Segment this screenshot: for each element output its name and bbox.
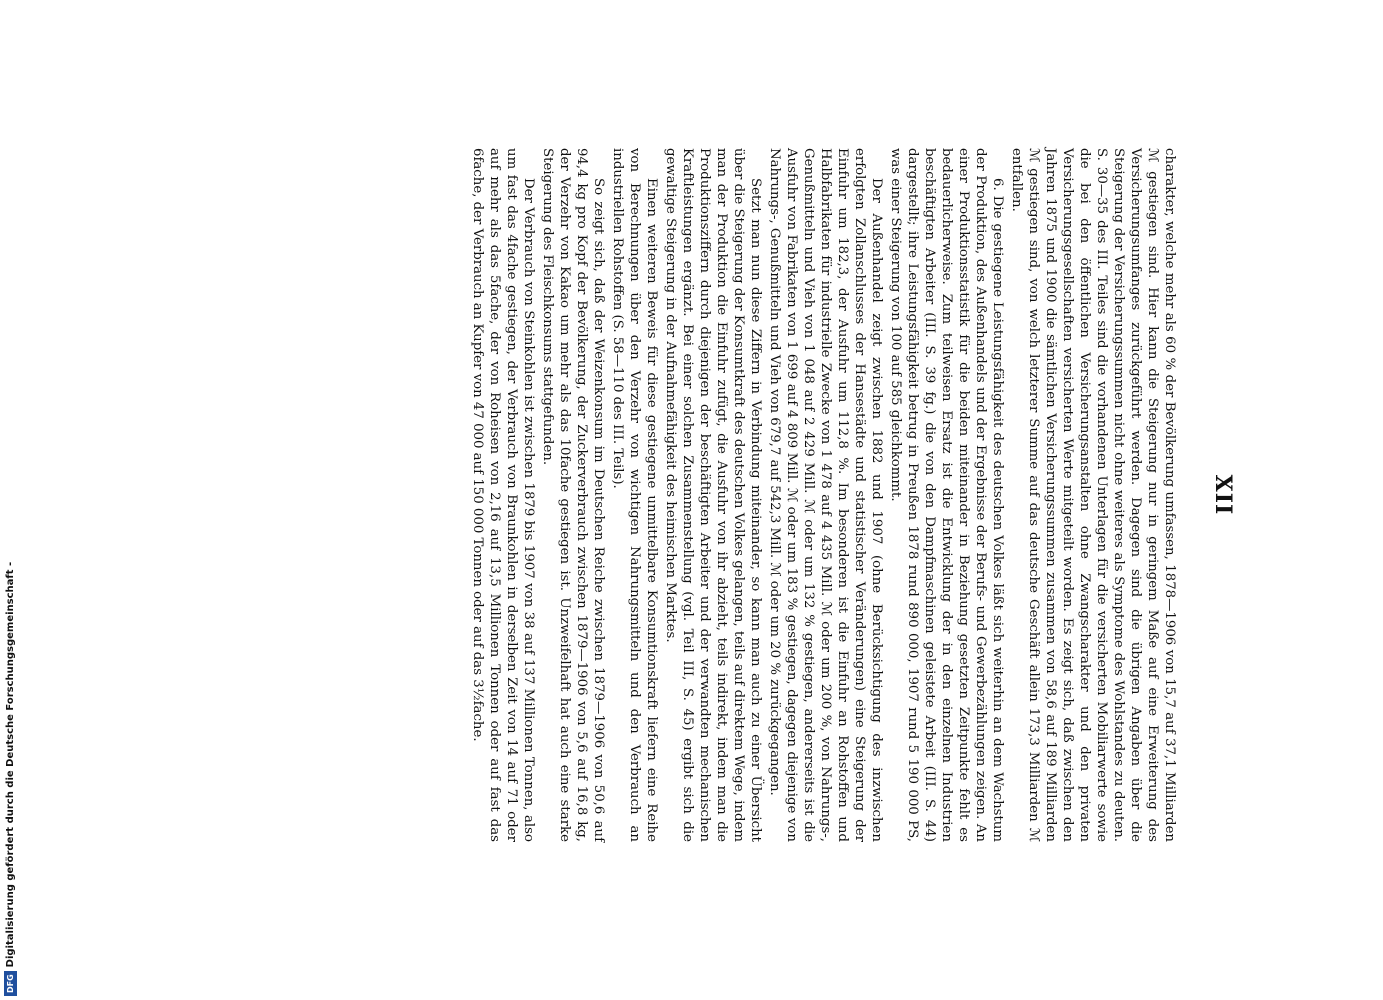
paragraph: 6. Die gestiegene Leistungsfähigkeit des deutschen Volkes läßt sich weiterhin an dem Wachstum der Produktion, des Außenhandels und der Ergebnisse der Berufs- und Gewerbezählungen zeigen. An einer Produktionsstatistik für die beiden miteinander in Beziehung gesetzten Zeitpunkte fehlt es bedauerlicherweise. Zum teilweisen Ersatz ist die Entwicklung der in den einzelnen Industrien beschäftigten Arbeiter (III. S. 39 fg.) die von den Dampfmaschinen geleistete Arbeit (III. S. 44) dargestellt; ihre Leistungsfähigkeit betrug in Preußen 1878 rund 890 000, 1907 rund 5 190 000 PS, was einer Steigerung von 100 auf 585 gleichkommt. xyxy=(888,148,1005,842)
paragraph: So zeigt sich, daß der Weizenkonsum im Deutschen Reiche zwischen 1879—1906 von 50,6 auf 94,4 kg pro Kopf der Bevölkerung, der Zuckerverbrauch zwischen 1879—1906 von 5,6 auf 16,8 kg, der Verzehr von Kakao um mehr als das 10fache gestiegen ist. Unzweifelhaft hat auch eine starke Steigerung des Fleischkonsums stattgefunden. xyxy=(540,148,606,842)
page-number: XII xyxy=(1210,474,1236,516)
page-content xyxy=(200,120,1240,870)
paragraph: Der Außenhandel zeigt zwischen 1882 und 1907 (ohne Berücksichtigung des inzwischen erfolgten Zollanschlusses der Hansestädte und statistischer Veränderungen) eine Steigerung der Einfuhr um 182,3, der Ausfuhr um 112,8 %. Im besonderen ist die Einfuhr an Rohstoffen und Halbfabrikaten für industrielle Zwecke von 1 478 auf 4 435 Mill. ℳ oder um 200 %, von Nahrungs-, Genußmitteln und Vieh von 1 048 auf 2 429 Mill. ℳ oder um 132 % gestiegen, andererseits ist die Ausfuhr von Fabrikaten von 1 699 auf 4 809 Mill. ℳ oder um 183 % gestiegen, dagegen diejenige von Nahrungs-, Genußmitteln und Vieh von 679,7 auf 542,3 Mill. ℳ oder um 20 % zurückgegangen. xyxy=(767,148,884,842)
credit-text: Digitalisierung gefördert durch die Deutsche Forschungsgemeinschaft - xyxy=(4,561,16,968)
rotated-page xyxy=(200,120,1240,870)
paragraph: charakter, welche mehr als 60 % der Bevölkerung umfassen, 1878—1906 von 15,7 auf 37,1 Milliarden ℳ gestiegen sind. Hier kann die Steigerung nur in geringem Maße auf eine Erweiterung des Versicherungsumfanges zurückgeführt werden. Dagegen sind die übrigen Angaben über die Steigerung der Versicherungssummen nicht ohne weiteres als Symptome des Wohlstandes zu deuten. S. 30—35 des III. Teiles sind die vorhandenen Unterlagen für die versicherten Mobiliarwerte sowie die bei den öffentlichen Versicherungsanstalten ohne Zwangscharakter und den privaten Versicherungsgesellschaften versicherten Werte mitgeteilt worden. Es zeigt sich, daß zwischen den Jahren 1875 und 1900 die sämtlichen Versicherungssummen zusammen von 58,6 auf 189 Milliarden ℳ gestiegen sind, von welch letzterer Summe auf das deutsche Geschäft allein 173,3 Milliarden ℳ entfallen. xyxy=(1009,148,1177,842)
digitization-credit xyxy=(2,561,18,996)
dfg-logo: DFG xyxy=(4,971,17,996)
paragraph: Der Verbrauch von Steinkohlen ist zwischen 1879 bis 1907 von 38 auf 137 Millionen Tonnen, also um fast das 4fache gestiegen, der Verbrauch von Braunkohlen in derselben Zeit von 14 auf 71 oder auf mehr als das 5fache, der von Roheisen von 2,16 auf 13,5 Millionen Tonnen oder auf fast das 6fache, der Verbrauch an Kupfer von 47 000 auf 150 000 Tonnen oder auf das 3½fache. xyxy=(470,148,536,842)
paragraph: Setzt man nun diese Ziffern in Verbindung miteinander, so kann man auch zu einer Übersicht über die Steigerung der Konsumtkraft des deutschen Volkes gelangen, teils auf direktem Wege, indem man der Produktion die Einfuhr zufügt, die Ausfuhr von ihr abzieht, teils indirekt, indem man die Produktionsziffern durch diejenigen der beschäftigten Arbeiter und der verwandten mechanischen Kraftleistungen ergänzt. Bei einer solchen Zusammenstellung (vgl. Teil III, S. 45) ergibt sich die gewaltige Steigerung in der Aufnahmefähigkeit des heimischen Marktes. xyxy=(663,148,763,842)
paragraph: Einen weiteren Beweis für diese gestiegene unmittelbare Konsumtionskraft liefern eine Reihe von Berechnungen über den Verzehr von wichtigen Nahrungsmitteln und den Verbrauch an industriellen Rohstoffen (S. 58—110 des III. Teils). xyxy=(610,148,659,842)
